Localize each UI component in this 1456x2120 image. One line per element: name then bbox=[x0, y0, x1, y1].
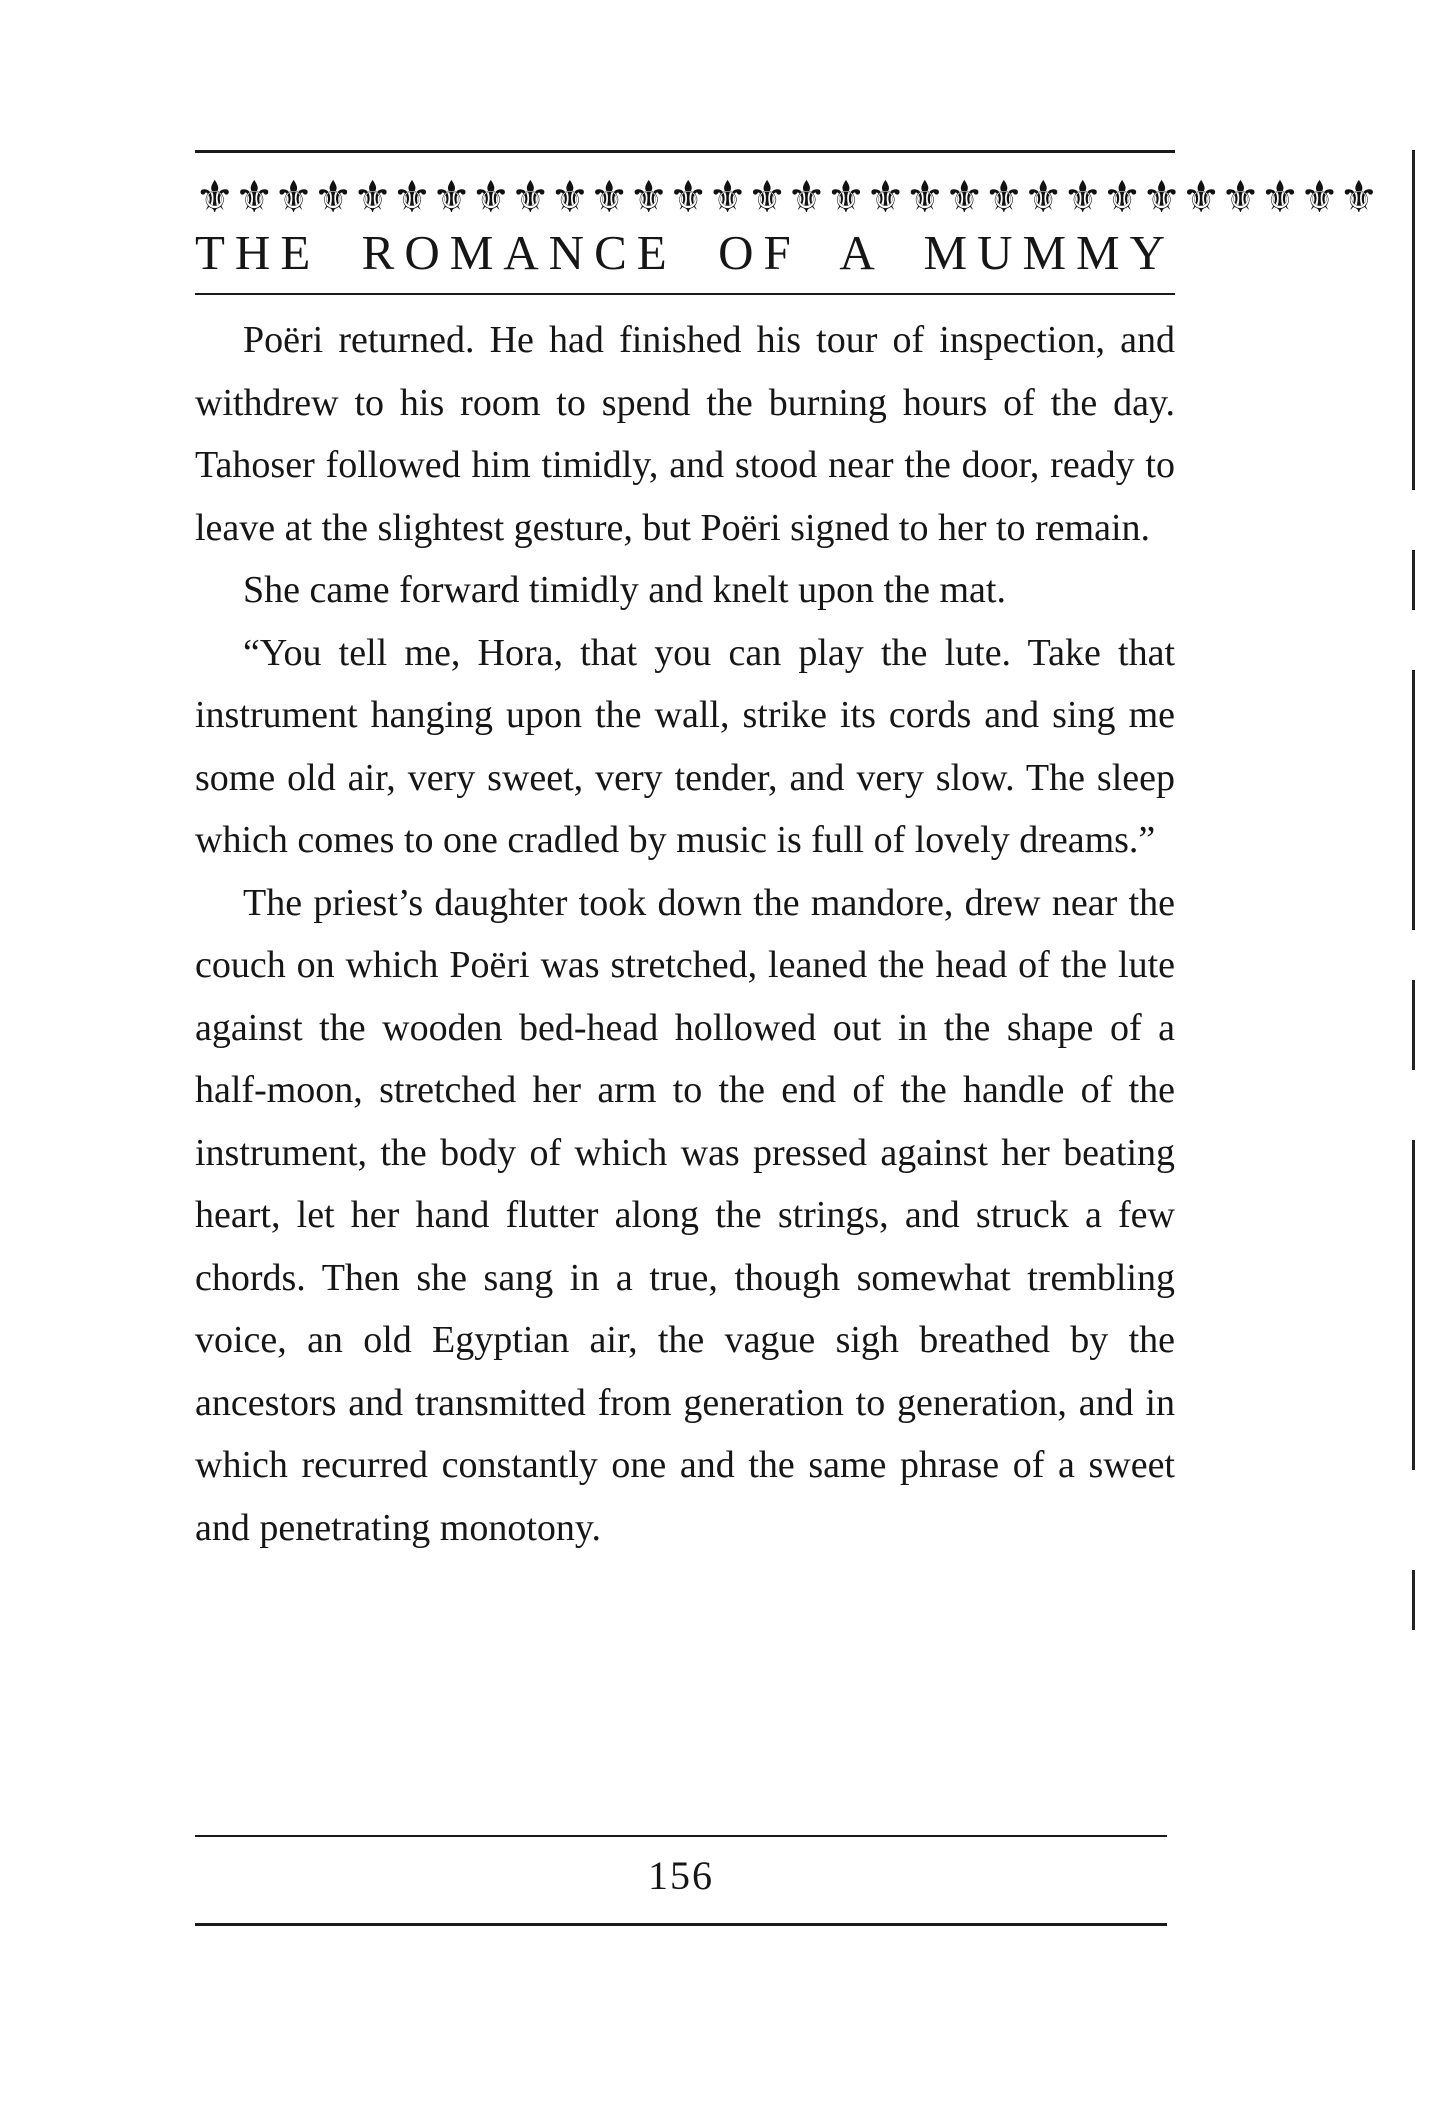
paragraph: She came forward timidly and knelt upon the mat. bbox=[243, 569, 1006, 611]
fleur-de-lis-icon: ⚜ bbox=[707, 172, 748, 223]
fleur-de-lis-icon: ⚜ bbox=[550, 172, 590, 223]
fleur-de-lis-icon: ⚜ bbox=[392, 172, 432, 223]
fleur-de-lis-icon: ⚜ bbox=[944, 172, 985, 223]
header-bottom-rule bbox=[195, 293, 1175, 295]
fleur-de-lis-icon: ⚜ bbox=[1102, 172, 1142, 223]
fleur-de-lis-icon: ⚜ bbox=[471, 172, 511, 223]
header-top-rule bbox=[195, 150, 1175, 153]
page-number: 156 bbox=[648, 1853, 714, 1898]
paragraph: “You tell me, Hora, that you can play the lute. Take that instrument hanging upon the wall, strike its cords and sing me some old air, very sweet, very tender, and very slow. The sleep which comes to one cradled by music is full of lovely dreams.” bbox=[195, 631, 1175, 861]
fleur-de-lis-icon: ⚜ bbox=[1023, 172, 1063, 223]
fleur-de-lis-icon: ⚜ bbox=[352, 172, 393, 223]
page-footer bbox=[195, 1835, 1167, 1926]
fleur-de-lis-icon: ⚜ bbox=[1141, 172, 1182, 223]
edge-mark bbox=[1412, 1570, 1415, 1630]
edge-mark bbox=[1412, 980, 1415, 1070]
fleur-de-lis-icon: ⚜ bbox=[1181, 172, 1221, 223]
fleur-de-lis-icon: ⚜ bbox=[826, 172, 866, 223]
fleur-de-lis-icon: ⚜ bbox=[1220, 172, 1261, 223]
paragraph: The priest’s daughter took down the mandore, drew near the couch on which Poëri was stretched, leaned the head of the lute against the wooden bed-head hollowed out in the shape of a half-moon, stretched her arm to the end of the handle of the instrument, the body of which was pressed against her beating heart, let her hand flutter along the strings, and struck a few chords. Then she sang in a true, though somewhat trembling voice, an old Egyptian air, the vague sigh breathed by the ancestors and transmitted from generation to generation, and in which recurred constantly one and the same phrase of a sweet and penetrating monotony. bbox=[195, 881, 1175, 1549]
page-header bbox=[195, 150, 1379, 1559]
fleur-de-lis-icon: ⚜ bbox=[1339, 172, 1379, 223]
fleur-de-lis-icon: ⚜ bbox=[1299, 172, 1340, 223]
fleur-de-lis-icon: ⚜ bbox=[273, 172, 314, 223]
paragraph: Poëri returned. He had finished his tour of inspection, and withdrew to his room to spend the burning hours of the day. Tahoser followed him timidly, and stood near the door, ready to leave at the slightest gesture, but Poëri signed to her to remain. bbox=[195, 319, 1175, 549]
fleur-de-lis-icon: ⚜ bbox=[1260, 172, 1300, 223]
fleur-de-lis-icon: ⚜ bbox=[589, 172, 629, 223]
body-text bbox=[195, 309, 1175, 1559]
fleur-de-lis-icon: ⚜ bbox=[195, 172, 235, 223]
fleur-de-lis-icon: ⚜ bbox=[628, 172, 669, 223]
fleur-de-lis-icon: ⚜ bbox=[510, 172, 551, 223]
ornament-band bbox=[195, 172, 1379, 223]
footer-bottom-rule bbox=[195, 1923, 1167, 1926]
fleur-de-lis-icon: ⚜ bbox=[234, 172, 274, 223]
fleur-de-lis-icon: ⚜ bbox=[905, 172, 945, 223]
edge-mark bbox=[1412, 150, 1415, 490]
fleur-de-lis-icon: ⚜ bbox=[431, 172, 472, 223]
binding-edge-marks bbox=[1412, 150, 1416, 1750]
fleur-de-lis-icon: ⚜ bbox=[668, 172, 708, 223]
edge-mark bbox=[1412, 670, 1415, 930]
edge-mark bbox=[1412, 550, 1415, 610]
fleur-de-lis-icon: ⚜ bbox=[786, 172, 827, 223]
fleur-de-lis-icon: ⚜ bbox=[747, 172, 787, 223]
fleur-de-lis-icon: ⚜ bbox=[984, 172, 1024, 223]
fleur-de-lis-icon: ⚜ bbox=[1062, 172, 1103, 223]
running-title: THE ROMANCE OF A MUMMY bbox=[195, 225, 1175, 280]
edge-mark bbox=[1412, 1140, 1415, 1470]
fleur-de-lis-icon: ⚜ bbox=[313, 172, 353, 223]
fleur-de-lis-icon: ⚜ bbox=[865, 172, 906, 223]
